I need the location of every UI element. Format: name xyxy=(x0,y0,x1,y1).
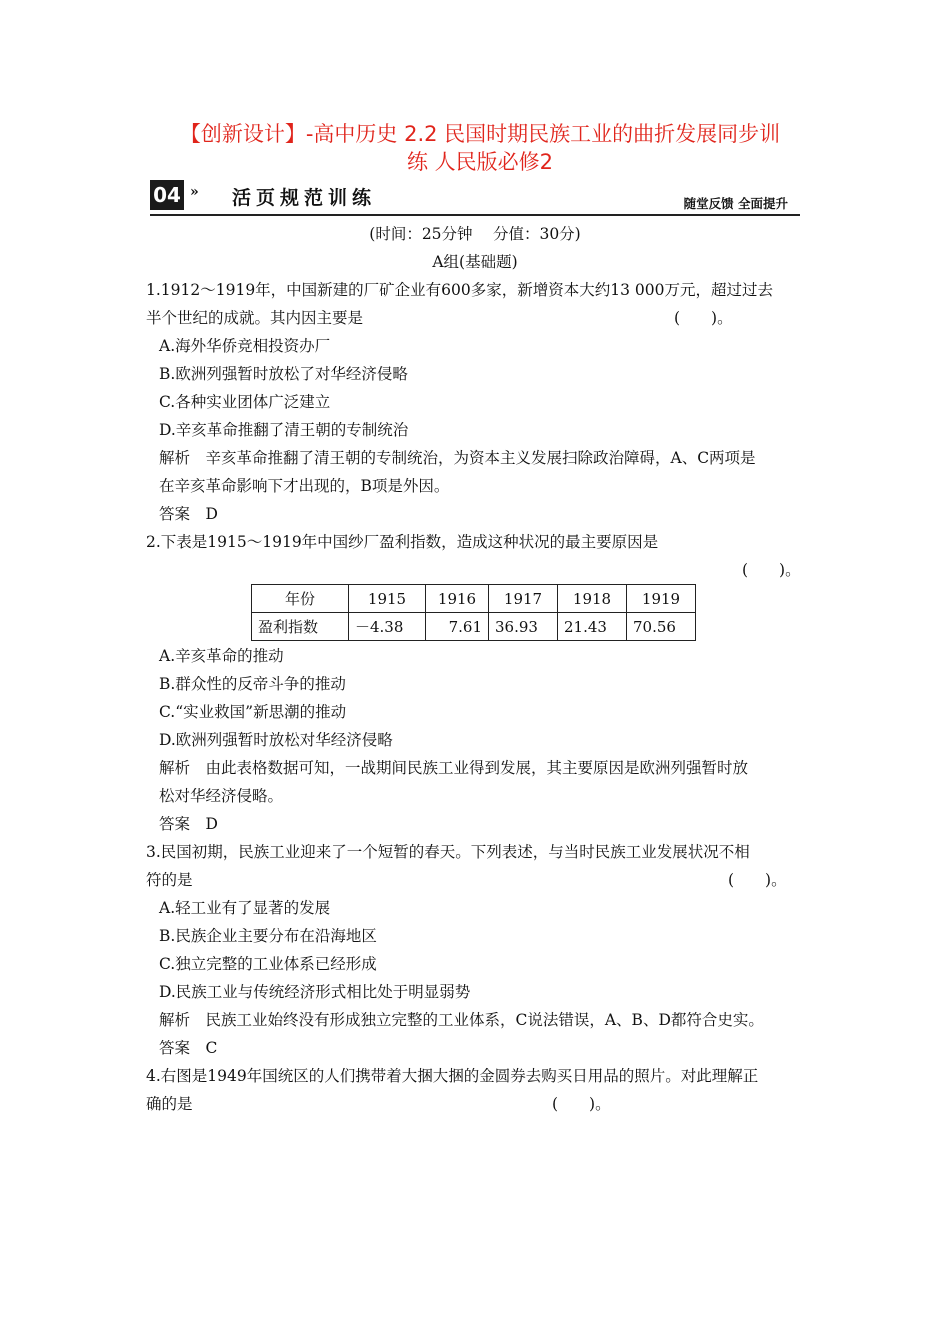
banner-name: 活页规范训练 xyxy=(232,187,377,209)
q4-stem-line-1: 4.右图是1949年国统区的人们携带着大捆大捆的金圆券去购买日用品的照片。对此理解正 xyxy=(146,1067,759,1085)
q1-stem-line-1: 1.1912～1919年，中国新建的厂矿企业有600多家，新增资本大约13 000万元，超过过去 xyxy=(146,281,774,299)
q2-option-c: C.“实业救国”新思潮的推动 xyxy=(159,703,347,721)
q1-stem-line-2: 半个世纪的成就。其内因主要是 xyxy=(146,309,364,327)
q2-answer: 答案 D xyxy=(159,815,218,833)
q1-option-b: B.欧洲列强暂时放松了对华经济侵略 xyxy=(159,365,408,383)
q3-analysis: 解析 民族工业始终没有形成独立完整的工业体系，C说法错误，A、B、D都符合史实。 xyxy=(159,1011,764,1029)
q2-option-a: A.辛亥革命的推动 xyxy=(159,647,284,665)
q1-option-c: C.各种实业团体广泛建立 xyxy=(159,393,331,411)
q3-option-d: D.民族工业与传统经济形式相比处于明显弱势 xyxy=(159,983,471,1001)
table-cell: 21.43 xyxy=(558,613,627,641)
table-row xyxy=(252,613,696,641)
q2-stem-line-1: 2.下表是1915～1919年中国纱厂盈利指数，造成这种状况的最主要原因是 xyxy=(146,533,659,551)
table-cell: 盈利指数 xyxy=(252,613,349,641)
table-cell: 1919 xyxy=(627,585,696,613)
q4-stem-line-2: 确的是 xyxy=(146,1095,193,1113)
q3-option-a: A.轻工业有了显著的发展 xyxy=(159,899,331,917)
table-cell: 1915 xyxy=(349,585,426,613)
q3-stem-line-2: 符的是 xyxy=(146,871,193,889)
table-cell: 1917 xyxy=(489,585,558,613)
q3-answer-blank: ( )。 xyxy=(728,871,787,889)
q1-answer-blank: ( )。 xyxy=(674,309,733,327)
title-line-2: 练 人民版必修2 xyxy=(406,150,554,174)
q2-option-b: B.群众性的反帝斗争的推动 xyxy=(159,675,346,693)
table-cell: 36.93 xyxy=(489,613,558,641)
table-cell: 7.61 xyxy=(426,613,489,641)
q2-option-d: D.欧洲列强暂时放松对华经济侵略 xyxy=(159,731,393,749)
table-header-row xyxy=(252,585,696,613)
q2-analysis-line-2: 松对华经济侵略。 xyxy=(159,787,284,805)
table-cell: 年份 xyxy=(252,585,349,613)
banner-slogan: 随堂反馈 全面提升 xyxy=(683,196,788,211)
q2-analysis-line-1: 解析 由此表格数据可知，一战期间民族工业得到发展，其主要原因是欧洲列强暂时放 xyxy=(159,759,749,777)
q3-option-b: B.民族企业主要分布在沿海地区 xyxy=(159,927,377,945)
banner-number: 04 xyxy=(150,180,184,210)
table-cell: 1916 xyxy=(426,585,489,613)
q1-option-d: D.辛亥革命推翻了清王朝的专制统治 xyxy=(159,421,409,439)
q3-option-c: C.独立完整的工业体系已经形成 xyxy=(159,955,377,973)
q2-answer-blank: ( )。 xyxy=(742,561,801,579)
section-banner xyxy=(150,178,800,216)
table-cell: 70.56 xyxy=(627,613,696,641)
group-heading: A组(基础题) xyxy=(432,253,518,271)
banner-arrow-icon: » xyxy=(190,184,199,200)
q1-analysis-line-1: 解析 辛亥革命推翻了清王朝的专制统治，为资本主义发展扫除政治障碍，A、C两项是 xyxy=(159,449,756,467)
time-info: (时间：25分钟 分值：30分) xyxy=(369,225,581,243)
q4-answer-blank: ( )。 xyxy=(552,1095,611,1113)
q1-answer: 答案 D xyxy=(159,505,218,523)
q1-option-a: A.海外华侨竞相投资办厂 xyxy=(159,337,331,355)
q1-analysis-line-2: 在辛亥革命影响下才出现的，B项是外因。 xyxy=(159,477,450,495)
q3-answer: 答案 C xyxy=(159,1039,218,1057)
document-title xyxy=(150,120,810,176)
q3-stem-line-1: 3.民国初期，民族工业迎来了一个短暂的春天。下列表述，与当时民族工业发展状况不相 xyxy=(146,843,750,861)
table-cell: －4.38 xyxy=(349,613,426,641)
profit-index-table xyxy=(251,584,696,641)
title-line-1: 【创新设计】-高中历史 2.2 民国时期民族工业的曲折发展同步训 xyxy=(179,122,781,146)
table-cell: 1918 xyxy=(558,585,627,613)
